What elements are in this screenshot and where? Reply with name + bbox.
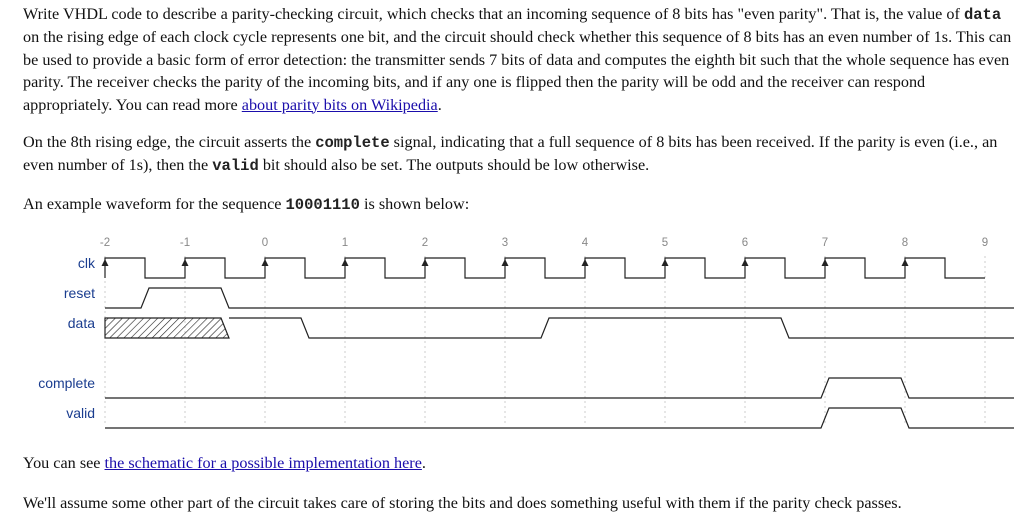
code-data: data <box>963 6 1002 24</box>
signal-label-valid: valid <box>66 405 95 421</box>
clk-rising-edge-arrow <box>822 259 829 266</box>
example-text-1: An example waveform for the sequence <box>23 195 286 213</box>
clk-rising-edge-arrow <box>502 259 509 266</box>
signal-label-clk: clk <box>77 255 95 271</box>
data-unknown-region <box>105 318 229 338</box>
code-complete: complete <box>315 134 390 152</box>
tick-label: 5 <box>661 237 669 249</box>
final-paragraph <box>23 492 1018 514</box>
code-sequence: 10001110 <box>285 196 360 214</box>
complete-wave <box>105 378 1014 398</box>
wikipedia-parity-link[interactable]: about parity bits on Wikipedia <box>241 95 438 114</box>
clk-rising-edge-arrow <box>342 259 349 266</box>
tick-label: 1 <box>341 237 349 249</box>
clk-rising-edge-arrow <box>182 259 189 266</box>
intro-text-3: . <box>437 95 442 114</box>
clk-wave <box>105 258 985 278</box>
tick-label: 4 <box>581 237 589 249</box>
schematic-link[interactable]: the schematic for a possible implementation here <box>104 454 422 472</box>
clk-rising-edge-arrow <box>582 259 589 266</box>
tick-label: 3 <box>501 237 509 249</box>
tick-label: -1 <box>179 237 191 249</box>
complete-paragraph <box>23 131 1018 178</box>
tick-label: 6 <box>741 237 749 249</box>
tick-label: 2 <box>421 237 429 249</box>
intro-text-2: on the rising edge of each clock cycle represents one bit, and the circuit should check whether this sequence of 8 bits has an even number of 1s. This can be used to provide a basic form of error detection: the transmitter sends 7 bits of data and computes the eighth bit such that the whole sequence has even parity. The receiver checks the parity of the incoming bits, and if any one is flipped then the parity will be odd and the receiver can respond appropriately. You can read more <box>23 28 1012 114</box>
intro-paragraph <box>23 3 1018 116</box>
waveform-diagram <box>0 228 1024 434</box>
signal-label-reset: reset <box>63 285 95 301</box>
clk-rising-edge-arrow <box>262 259 269 266</box>
signal-label-complete: complete <box>38 375 95 391</box>
example-text-2: is shown below: <box>359 195 470 213</box>
code-valid: valid <box>212 157 259 176</box>
clk-rising-edge-arrow <box>742 259 749 266</box>
clk-rising-edge-arrow <box>102 259 109 266</box>
valid-wave <box>105 408 1014 428</box>
reset-wave <box>105 288 1014 308</box>
tick-label: 8 <box>901 237 909 249</box>
intro-text-1: Write VHDL code to describe a parity-checking circuit, which checks that an incoming sequence of 8 bits has "even parity". That is, the value of <box>23 5 964 23</box>
signal-label-data: data <box>67 315 95 331</box>
clk-rising-edge-arrow <box>662 259 669 266</box>
schematic-text-1: You can see <box>23 454 105 472</box>
clk-rising-edge-arrow <box>422 259 429 266</box>
data-wave <box>229 318 1014 338</box>
clk-rising-edge-arrow <box>902 259 909 266</box>
schematic-paragraph <box>23 452 1018 474</box>
complete-text-2: signal, indicating that a full sequence of 8 bits has been received. If the parity is even (i.e., an even number of 1s), then the <box>23 133 998 175</box>
complete-text-1: On the 8th rising edge, the circuit asserts the <box>23 133 316 151</box>
tick-label: -2 <box>99 237 111 249</box>
example-paragraph <box>23 193 1018 216</box>
complete-text-3: bit should also be set. The outputs should be low otherwise. <box>258 156 650 175</box>
final-text: We'll assume some other part of the circuit takes care of storing the bits and does something useful with them if the parity check passes. <box>23 494 902 512</box>
tick-label: 9 <box>981 237 989 249</box>
schematic-text-2: . <box>421 454 426 472</box>
tick-label: 7 <box>821 237 829 249</box>
tick-label: 0 <box>261 237 269 249</box>
